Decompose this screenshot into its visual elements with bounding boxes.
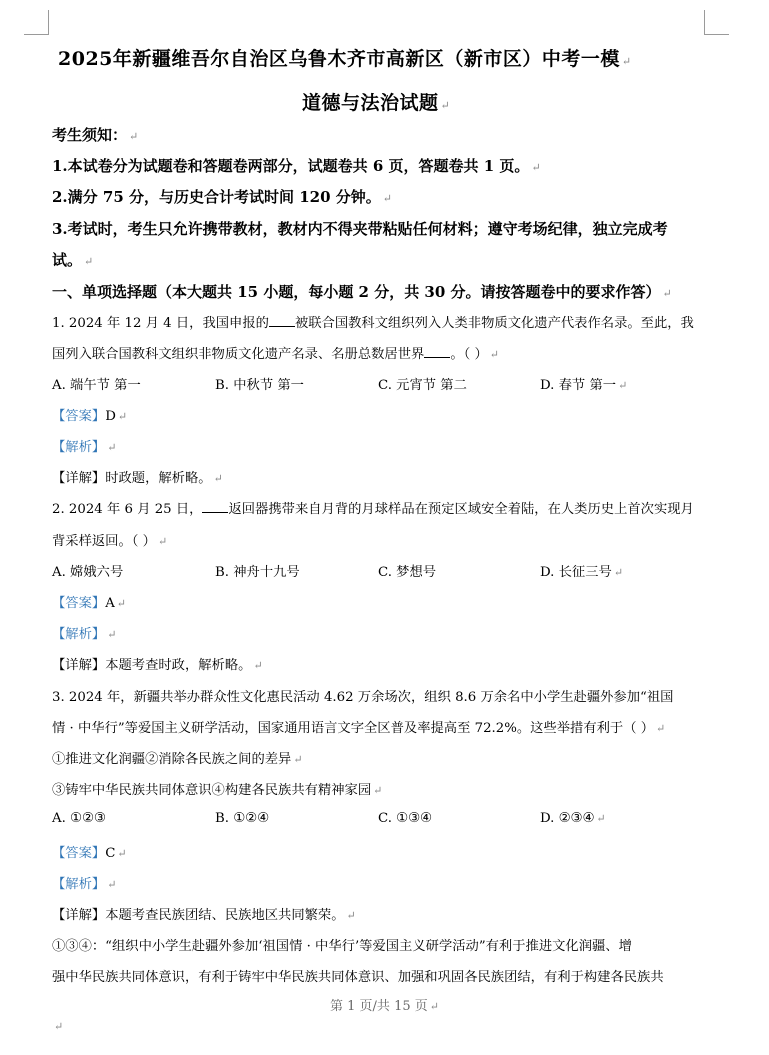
- notice-item: 3.考试时，考生只允许携带教材，教材内不得夹带粘贴任何材料；遵守考场纪律，独立完成考: [52, 220, 668, 238]
- question-1-answer: 【答案】D ↵: [52, 409, 128, 424]
- notice-item: 1.本试卷分为试题卷和答题卷两部分，试题卷共 6 页，答题卷共 1 页。 ↵: [52, 157, 541, 175]
- question-3-statement: ③铸牢中华民族共同体意识④构建各民族共有精神家园 ↵: [52, 783, 383, 798]
- corner-crop-mark-left: [24, 10, 49, 35]
- question-3-answer: 【答案】C ↵: [52, 846, 127, 861]
- notice-heading: 考生须知： ↵: [52, 126, 139, 144]
- question-3-stem: 情 · 中华行”等爱国主义研学活动，国家通用语言文字全区普及率提高至 72.2%。这些举措有利于（ ） ↵: [52, 721, 666, 736]
- question-1-option-b: B. 中秋节 第一: [215, 378, 304, 393]
- question-1-analysis: 【解析】 ↵: [52, 440, 117, 455]
- question-3-analysis: 【解析】 ↵: [52, 877, 117, 892]
- question-2-detail: 【详解】本题考查时政，解析略。 ↵: [52, 658, 263, 673]
- question-1-option-c: C. 元宵节 第二: [378, 378, 467, 393]
- corner-crop-mark-right: [704, 10, 729, 35]
- question-1-option-d: D. 春节 第一 ↵: [540, 378, 628, 393]
- question-2-option-b: B. 神舟十九号: [215, 565, 300, 580]
- document-title: 2025年新疆维吾尔自治区乌鲁木齐市高新区（新市区）中考一模 ↵: [58, 48, 632, 70]
- question-3-explanation: 强中华民族共同体意识，有利于铸牢中华民族共同体意识、加强和巩固各民族团结，有利于构建各民族共: [52, 970, 664, 985]
- question-2-option-c: C. 梦想号: [378, 565, 437, 580]
- question-1-stem: 国列入联合国教科文组织非物质文化遗产名录、名册总数居世界 。（ ） ↵: [52, 347, 499, 362]
- question-3-option-c: C. ①③④: [378, 811, 432, 826]
- question-2-analysis: 【解析】 ↵: [52, 627, 117, 642]
- section-heading: 一、单项选择题（本大题共 15 小题，每小题 2 分，共 30 分。请按答题卷中的要求作答） ↵: [52, 283, 672, 301]
- page-footer: 第 1 页/共 15 页 ↵: [330, 999, 439, 1014]
- question-3-option-b: B. ①②④: [215, 811, 269, 826]
- question-3-detail: 【详解】本题考查民族团结、民族地区共同繁荣。 ↵: [52, 908, 356, 923]
- question-3-option-d: D. ②③④ ↵: [540, 811, 606, 826]
- question-2-option-d: D. 长征三号 ↵: [540, 565, 624, 580]
- question-3-explanation: ①③④：“组织中小学生赴疆外参加‘祖国情 · 中华行’等爱国主义研学活动”有利于推进文化润疆、增: [52, 939, 632, 954]
- question-3-statement: ①推进文化润疆②消除各民族之间的差异 ↵: [52, 752, 303, 767]
- question-1-detail: 【详解】时政题，解析略。 ↵: [52, 471, 223, 486]
- question-1-option-a: A. 端午节 第一: [52, 378, 141, 393]
- notice-item: 试。 ↵: [52, 251, 94, 269]
- question-2-answer: 【答案】A ↵: [52, 596, 127, 611]
- notice-item: 2.满分 75 分，与历史合计考试时间 120 分钟。 ↵: [52, 188, 392, 206]
- question-1-stem: 1. 2024 年 12 月 4 日，我国申报的 被联合国教科文组织列入人类非物质文化遗产代表作名录。至此，我: [52, 316, 694, 331]
- question-3-option-a: A. ①②③: [52, 811, 106, 826]
- question-2-option-a: A. 嫦娥六号: [52, 565, 124, 580]
- question-2-stem: 背采样返回。（ ） ↵: [52, 534, 168, 549]
- question-3-stem: 3. 2024 年，新疆共举办群众性文化惠民活动 4.62 万余场次，组织 8.6 万余名中小学生赴疆外参加“祖国: [52, 690, 674, 705]
- paragraph-mark: ↵: [54, 1020, 64, 1033]
- question-2-stem: 2. 2024 年 6 月 25 日， 返回器携带来自月背的月球样品在预定区域安全着陆，在人类历史上首次实现月: [52, 502, 694, 517]
- document-subtitle: 道德与法治试题 ↵: [302, 92, 451, 114]
